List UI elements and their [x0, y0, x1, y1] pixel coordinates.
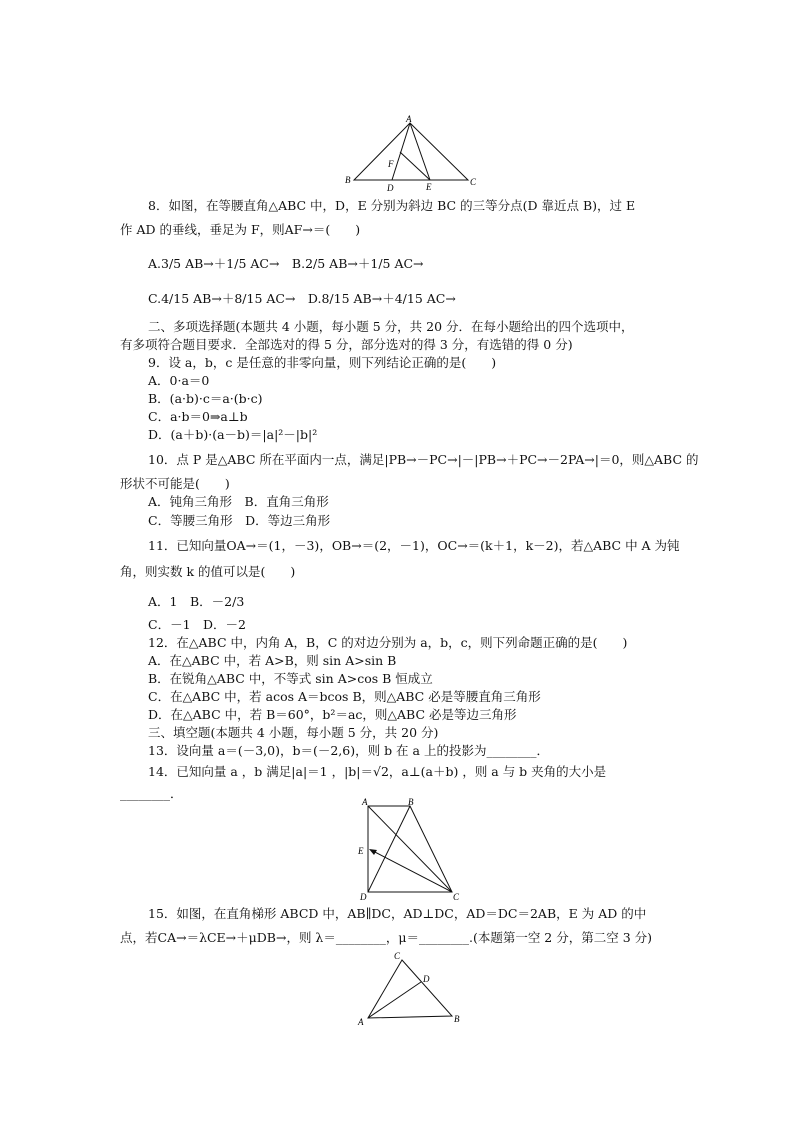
fig1-label-e: E: [426, 182, 432, 192]
q12-stem: 12．在△ABC 中，内角 A，B，C 的对边分别为 a，b，c，则下列命题正确的是( ): [148, 635, 628, 650]
q10-line1: 10．点 P 是△ABC 所在平面内一点，满足|PB→－PC→|－|PB→＋PC→－2PA→|＝0，则△ABC 的: [148, 452, 699, 467]
figure-trapezoid-abcd: [355, 796, 465, 906]
q13-text: 13．设向量 a＝(－3,0)，b＝(－2,6)，则 b 在 a 上的投影为________．: [148, 743, 549, 758]
fig2-label-b: B: [408, 797, 414, 807]
fig1-label-f: F: [388, 159, 394, 169]
q9-option-a: A．0·a＝0: [148, 373, 210, 388]
fig3-label-a: A: [358, 1017, 364, 1027]
q9-stem: 9．设 a，b，c 是任意的非零向量，则下列结论正确的是( ): [148, 355, 497, 370]
section3-heading: 三、填空题(本题共 4 小题，每小题 5 分，共 20 分): [148, 725, 439, 740]
fig2-label-d: D: [360, 892, 367, 902]
q11-line1: 11．已知向量OA→＝(1，－3)，OB→＝(2，－1)，OC→＝(k＋1，k－2)，若△ABC 中 A 为钝: [148, 538, 680, 553]
q14-line1: 14．已知向量 a ，b 满足|a|＝1 ，|b|＝√2，a⊥(a＋b) ，则 a 与 b 夹角的大小是: [148, 764, 607, 779]
q15-line2: 点，若CA→＝λCE→＋μDB→，则 λ＝________，μ＝________.(本题第一空 2 分，第二空 3 分): [120, 930, 653, 945]
q8-options-cd: C.4/15 AB→＋8/15 AC→ D.8/15 AB→＋4/15 AC→: [148, 291, 456, 306]
q10-options-cd: C．等腰三角形 D．等边三角形: [148, 513, 331, 528]
section2-line2: 有多项符合题目要求．全部选对的得 5 分，部分选对的得 3 分，有选错的得 0 分): [120, 337, 573, 352]
q12-option-c: C．在△ABC 中，若 acos A＝bcos B，则△ABC 必是等腰直角三角形: [148, 689, 541, 704]
q9-option-d: D．(a＋b)·(a－b)＝|a|²－|b|²: [148, 427, 318, 442]
q12-option-d: D．在△ABC 中，若 B＝60°，b²＝ac，则△ABC 必是等边三角形: [148, 707, 517, 722]
fig3-label-b: B: [454, 1014, 460, 1024]
q8-options-ab: A.3/5 AB→＋1/5 AC→ B.2/5 AB→＋1/5 AC→: [148, 256, 424, 271]
q11-line2: 角，则实数 k 的值可以是( ): [120, 564, 296, 579]
fig2-label-a: A: [362, 797, 368, 807]
fig3-label-d: D: [423, 974, 430, 984]
q8-line2: 作 AD 的垂线，垂足为 F，则AF→＝( ): [120, 222, 361, 237]
q9-option-b: B．(a·b)·c＝a·(b·c): [148, 391, 263, 406]
figure-triangle-abc-2: [350, 950, 470, 1030]
fig3-label-c: C: [394, 951, 401, 961]
fig1-label-c: C: [470, 177, 477, 187]
section2-line1: 二、多项选择题(本题共 4 小题，每小题 5 分，共 20 分．在每小题给出的四个选项中，: [148, 319, 634, 334]
fig2-label-c: C: [453, 892, 460, 902]
fig1-label-a: A: [406, 115, 412, 124]
q14-line2: ________．: [120, 786, 183, 801]
fig1-label-d: D: [387, 183, 394, 193]
fig1-label-b: B: [345, 175, 351, 185]
q12-option-a: A．在△ABC 中，若 A>B，则 sin A>sin B: [148, 653, 397, 668]
q10-line2: 形状不可能是( ): [120, 476, 230, 491]
q12-option-b: B．在锐角△ABC 中，不等式 sin A>cos B 恒成立: [148, 671, 433, 686]
q11-options-ab: A．1 B．－2/3: [148, 594, 245, 609]
q11-options-cd: C．－1 D．－2: [148, 617, 246, 632]
fig2-label-e: E: [358, 846, 364, 856]
q15-line1: 15．如图，在直角梯形 ABCD 中，AB∥DC，AD⊥DC，AD＝DC＝2AB，E 为 AD 的中: [148, 906, 647, 921]
q9-option-c: C．a·b＝0⇒a⊥b: [148, 409, 248, 424]
figure-triangle-abc-1: [340, 115, 480, 195]
q10-options-ab: A．钝角三角形 B．直角三角形: [148, 494, 329, 509]
q8-line1: 8．如图，在等腰直角△ABC 中，D，E 分别为斜边 BC 的三等分点(D 靠近点 B)，过 E: [148, 198, 636, 213]
